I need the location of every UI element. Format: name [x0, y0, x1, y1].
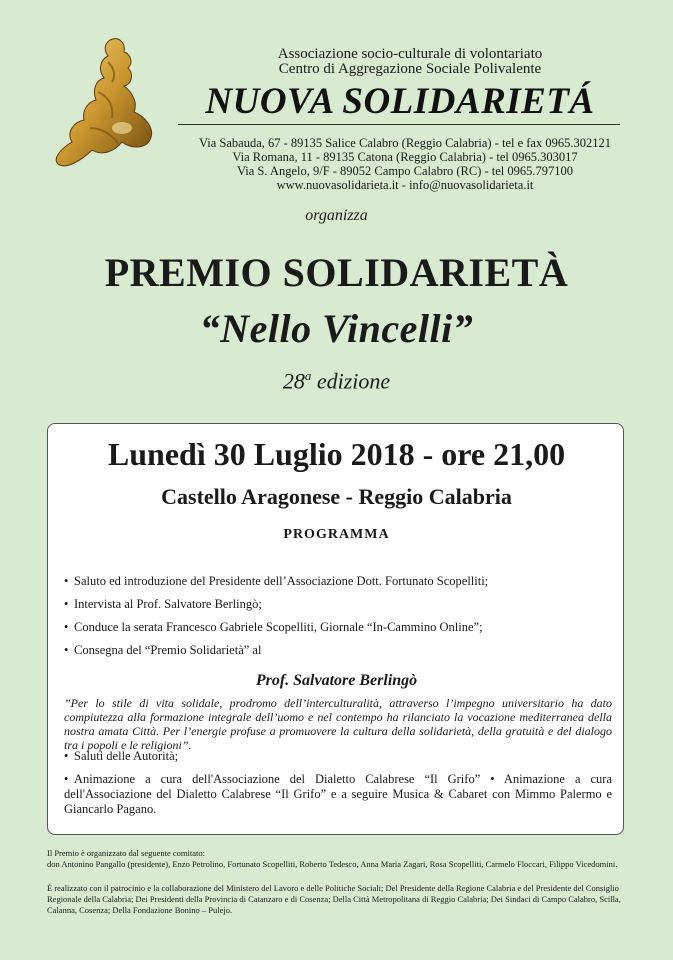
association-name: NUOVA SOLIDARIETÁ: [205, 81, 595, 122]
patronage-text: È realizzato con il patrocinio e la collaborazione del Ministero del Lavoro e delle Politiche Sociali; Del Presidente della Regione Calabria e del Presidente del Consiglio Regionale della Calabria; Dei Presidenti della Provincia di Catanzaro e di Cosenza; Della Città Metropolitana di Reggio Calabria; Dei Sindaci di Campo Calabro, Scilla, Calanna, Cosenza; Della Fondazione Bonino – Pulejo.: [47, 883, 621, 915]
honoree-name: Prof. Salvatore Berlingò: [255, 672, 418, 689]
list-item: • Saluti delle Autorità;: [64, 749, 179, 763]
header-divider: [178, 124, 620, 125]
award-dedication: “Nello Vincelli”: [199, 306, 474, 351]
association-type: Associazione socio-culturale di volontariato: [277, 46, 543, 62]
address-line: Via Romana, 11 - 89135 Catona (Reggio Calabria) - tel 0965.303017: [232, 150, 578, 164]
committee-intro: Il Premio è organizzato dal seguente comitato:: [47, 848, 205, 858]
address-line: Via S. Angelo, 9/F - 89052 Campo Calabro (RC) - tel 0965.797100: [236, 164, 574, 178]
list-item: • Conduce la serata Francesco Gabriele Scopelliti, Giornale “In-Cammino Online”;: [64, 620, 483, 634]
edition-label: 28$^a$ edizione: [282, 368, 391, 394]
program-panel: [47, 423, 624, 835]
event-venue: Castello Aragonese - Reggio Calabria: [161, 484, 512, 509]
list-item: • Intervista al Prof. Salvatore Berlingò;: [64, 597, 262, 611]
program-heading: PROGRAMMA: [283, 527, 390, 542]
committee-members: don Antonino Pangallo (presidente), Enzo Petrolino, Fortunato Scopelliti, Roberto Tedesco, Anna Maria Zagari, Rosa Scopelliti, Carmelo Floccari, Filippo Vicedomini.: [47, 859, 618, 869]
event-date: Lunedì 30 Luglio 2018 - ore 21,00: [107, 436, 566, 472]
address-line: Via Sabauda, 67 - 89135 Salice Calabro (Reggio Calabria) - tel e fax 0965.302121: [199, 136, 611, 150]
association-subtitle: Centro di Aggregazione Sociale Polivalente: [278, 61, 542, 77]
list-item: • Animazione a cura dell'Associazione del Dialetto Calabrese “Il Grifo” • Animazione a cura dell'Associazione del Dialetto Calabrese “Il Grifo” e a seguire Musica & Cabaret con Mimmo Palermo e Giancarlo Pagano.: [64, 772, 612, 816]
award-motivation: ”Per lo stile di vita solidale, prodromo dell’interculturalità, attraverso l’impegno universitario ha dato compiutezza alla formazione integrale dell’uomo e nel contempo ha rilanciato la vocazione mediterranea della nostra amata Città. Per l’energie profuse a promuovere la cultura della solidarietà, della gratuità e del dialogo tra i popoli e le religioni”.: [64, 696, 612, 752]
organizza-label: organizza: [305, 207, 368, 224]
golden-hand-sculpture-icon: [52, 32, 164, 180]
list-item: • Saluto ed introduzione del Presidente dell’Associazione Dott. Fortunato Scopelliti;: [64, 574, 489, 588]
award-title: PREMIO SOLIDARIETÀ: [104, 250, 569, 295]
website-email: www.nuovasolidarieta.it - info@nuovasolidarieta.it: [276, 178, 534, 192]
list-item: • Consegna del “Premio Solidarietà” al: [64, 643, 262, 657]
